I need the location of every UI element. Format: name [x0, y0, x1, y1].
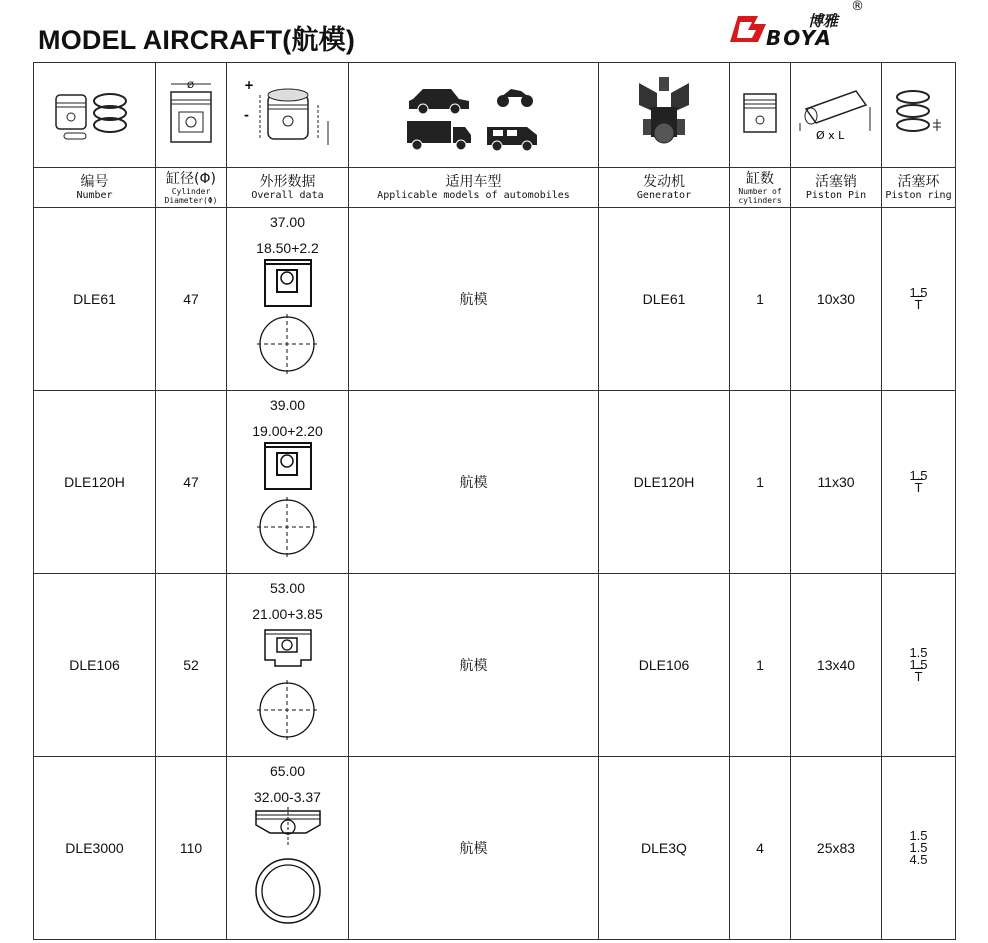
- cell-pin: 13x40: [791, 574, 882, 757]
- header-ring: 活塞环 Piston ring: [882, 168, 956, 208]
- cell-overall: [227, 208, 349, 391]
- table-row: [34, 391, 956, 574]
- header-engine: 发动机 Generator: [599, 168, 730, 208]
- cell-engine: DLE106: [599, 574, 730, 757]
- overall-compression: 18.50+2.2: [256, 240, 319, 256]
- cell-model: 航模: [349, 574, 599, 757]
- piston-ring-icon: [882, 63, 956, 168]
- cell-number: DLE120H: [34, 391, 156, 574]
- piston-profile-icon: [253, 256, 323, 376]
- cell-pin: 25x83: [791, 757, 882, 940]
- cell-pin: 11x30: [791, 391, 882, 574]
- cell-cylinders: 1: [730, 391, 791, 574]
- cell-ring: 1.5 1.5 4.5: [882, 757, 956, 940]
- cell-ring: 1.5 1.5 $\overline{T}$: [882, 574, 956, 757]
- piston-profile-icon: [248, 805, 328, 929]
- header-number: 编号 Number: [34, 168, 156, 208]
- piston-with-rings-icon: [34, 63, 156, 168]
- icon-row: [34, 63, 956, 168]
- overall-height: 65.00: [269, 763, 306, 779]
- overall-compression: 32.00-3.37: [254, 789, 321, 805]
- overall-height: 39.00: [269, 397, 306, 413]
- overall-height: 37.00: [269, 214, 306, 230]
- page-title: MODEL AIRCRAFT(航模): [38, 25, 356, 55]
- cell-cylinders: 1: [730, 208, 791, 391]
- logo-mark-icon: [728, 8, 768, 48]
- overall-height: 53.00: [269, 580, 306, 596]
- piston-profile-icon: [253, 622, 323, 742]
- cell-diameter: 47: [156, 208, 227, 391]
- svg-text:-: -: [243, 107, 249, 122]
- parts-table: [33, 62, 956, 940]
- logo-cn-text: 博雅: [808, 12, 839, 30]
- header-pin: 活塞销 Piston Pin: [791, 168, 882, 208]
- header-diameter: 缸径(Φ) Cylinder Diameter(Φ): [156, 168, 227, 208]
- cell-engine: DLE120H: [599, 391, 730, 574]
- table-row: [34, 574, 956, 757]
- cell-ring: $\frac{1.5}{T}$: [882, 208, 956, 391]
- cell-overall: [227, 391, 349, 574]
- piston-profile-icon: [253, 439, 323, 559]
- header-row: [34, 168, 956, 208]
- cell-overall: [227, 757, 349, 940]
- cell-cylinders: 1: [730, 574, 791, 757]
- cell-model: 航模: [349, 391, 599, 574]
- svg-text:Ø: Ø: [187, 80, 195, 91]
- engine-icon: [599, 63, 730, 168]
- piston-dimensions-icon: [227, 63, 349, 168]
- piston-pin-icon: [791, 63, 882, 168]
- cell-engine: DLE3Q: [599, 757, 730, 940]
- cell-ring: $\frac{1.5}{T}$: [882, 391, 956, 574]
- header-overall: 外形数据 Overall data: [227, 168, 349, 208]
- cell-cylinders: 4: [730, 757, 791, 940]
- registered-mark: ®: [851, 0, 864, 14]
- cell-overall: [227, 574, 349, 757]
- header-models: 适用车型 Applicable models of automobiles: [349, 168, 599, 208]
- table-row: [34, 757, 956, 940]
- overall-compression: 21.00+3.85: [252, 606, 323, 622]
- logo-en-text: BOYA: [766, 26, 833, 50]
- cell-number: DLE3000: [34, 757, 156, 940]
- cell-number: DLE106: [34, 574, 156, 757]
- cell-number: DLE61: [34, 208, 156, 391]
- cell-diameter: 52: [156, 574, 227, 757]
- overall-compression: 19.00+2.20: [252, 423, 323, 439]
- cylinder-count-icon: [730, 63, 791, 168]
- table-row: [34, 208, 956, 391]
- brand-logo: [728, 2, 878, 52]
- vehicles-icon: [349, 63, 599, 168]
- cell-model: 航模: [349, 757, 599, 940]
- cell-diameter: 110: [156, 757, 227, 940]
- cell-pin: 10x30: [791, 208, 882, 391]
- cylinder-diameter-icon: [156, 63, 227, 168]
- cell-model: 航模: [349, 208, 599, 391]
- cell-engine: DLE61: [599, 208, 730, 391]
- cell-diameter: 47: [156, 391, 227, 574]
- svg-text:Ø x L: Ø x L: [816, 128, 845, 142]
- svg-text:+: +: [243, 77, 254, 92]
- header-cylinders: 缸数 Number of cylinders: [730, 168, 791, 208]
